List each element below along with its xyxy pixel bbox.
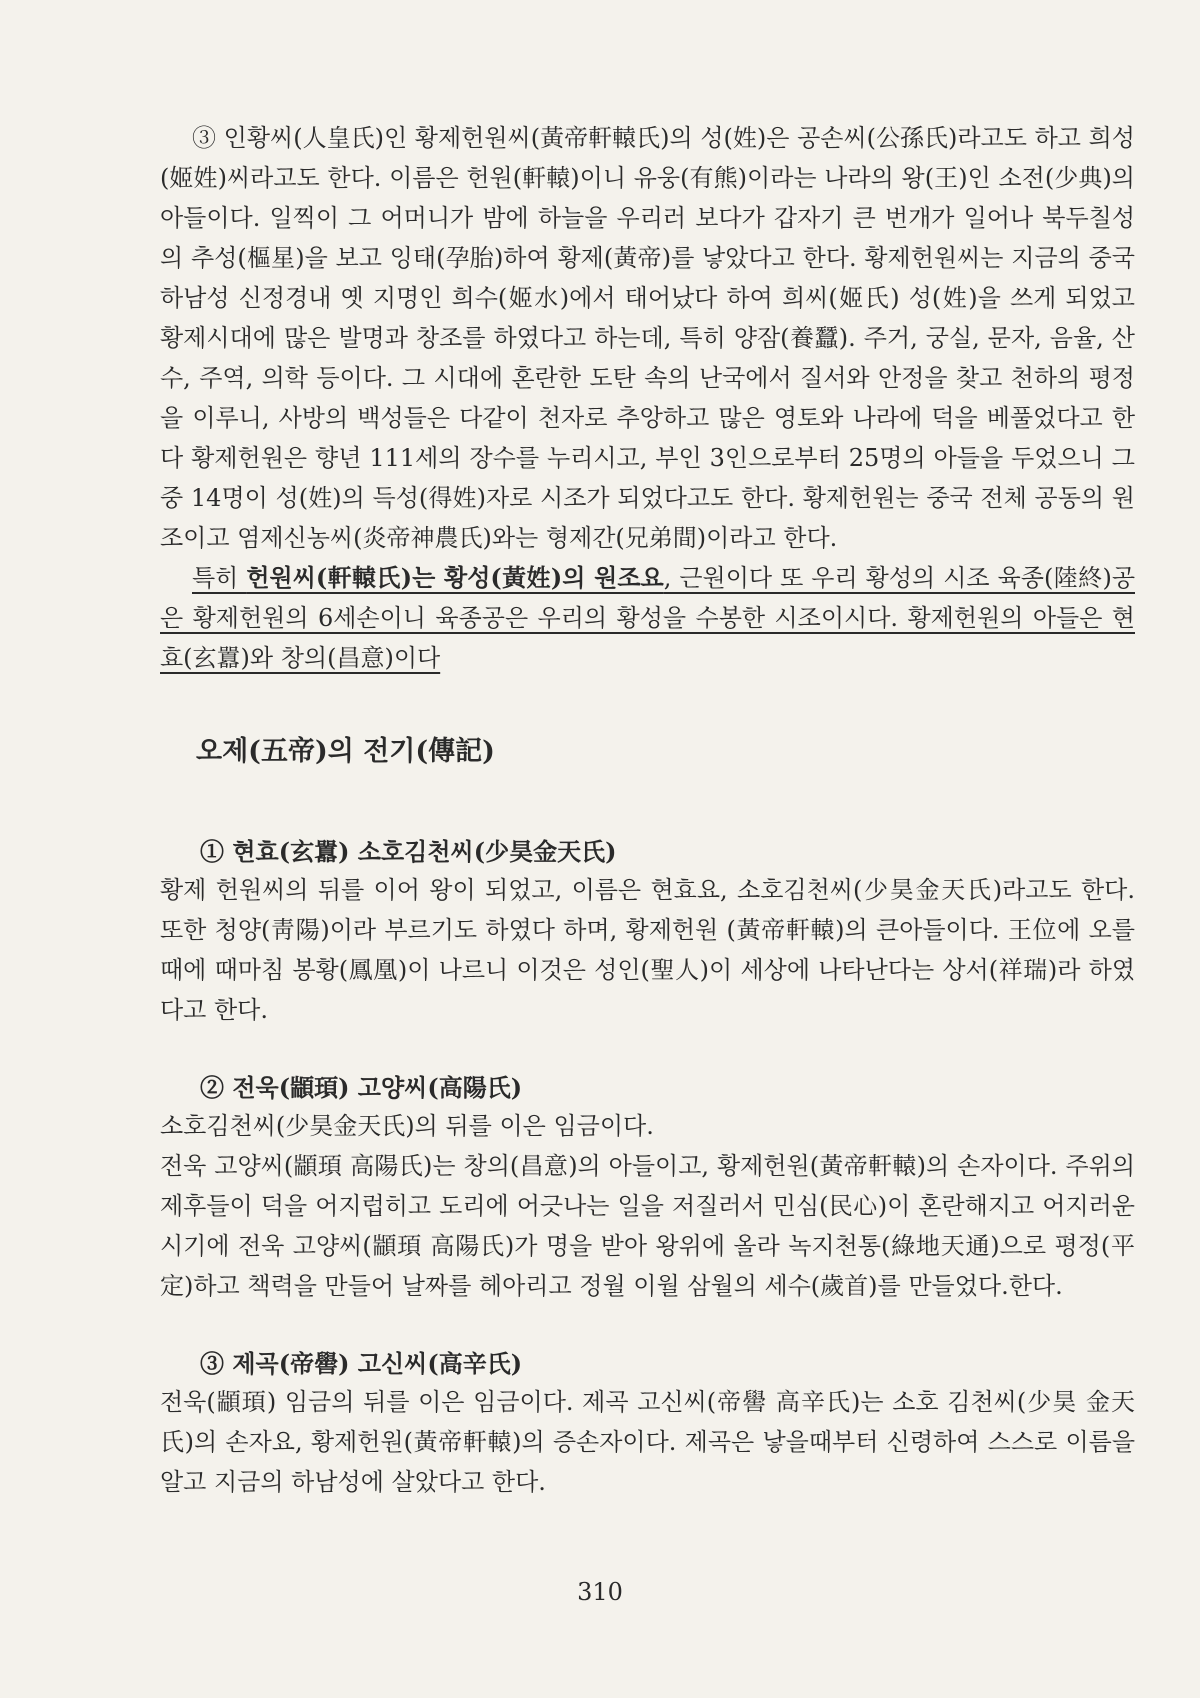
section-title: 오제(五帝)의 전기(傳記): [196, 736, 495, 767]
page-content: [160, 118, 1135, 1502]
entry-3: [160, 1346, 1135, 1502]
entry-3-heading: ③ 제곡(帝嚳) 고신씨(高辛氏): [200, 1349, 523, 1378]
underlined-lead: 특히: [192, 564, 247, 592]
page-number: 310: [577, 1578, 623, 1606]
intro-paragraph: ③ 인황씨(人皇氏)인 황제헌원씨(黃帝軒轅氏)의 성(姓)은 공손씨(公孫氏)라고도 하고 희성(姬姓)씨라고도 한다. 이름은 헌원(軒轅)이니 유웅(有熊)이라는 나라의 왕(王)인 소전(少典)의 아들이다. 일찍이 그 어머니가 밤에 하늘을 우리러 보다가 갑자기 큰 번개가 일어나 북두칠성의 추성(樞星)을 보고 잉태(孕胎)하여 황제(黃帝)를 낳았다고 한다. 황제헌원씨는 지금의 중국 하남성 신정경내 옛 지명인 희수(姬水)에서 태어났다 하여 희씨(姬氏) 성(姓)을 쓰게 되었고 황제시대에 많은 발명과 창조를 하였다고 하는데, 특히 양잠(養蠶). 주거, 궁실, 문자, 음율, 산수, 주역, 의학 등이다. 그 시대에 혼란한 도탄 속의 난국에서 질서와 안정을 찾고 천하의 평정을 이루니, 사방의 백성들은 다같이 천자로 추앙하고 많은 영토와 나라에 덕을 베풀었다고 한다 황제헌원은 향년 111세의 장수를 누리시고, 부인 3인으로부터 25명의 아들을 두었으니 그 중 14명이 성(姓)의 득성(得姓)자로 시조가 되었다고도 한다. 황제헌원는 중국 전체 공동의 원조이고 염제신농씨(炎帝神農氏)와는 형제간(兄弟間)이라고 한다.: [160, 124, 1135, 552]
entry-1-heading: ① 현효(玄囂) 소호김천씨(少昊金天氏): [200, 837, 617, 866]
entry-3-body: 전욱(顓頊) 임금의 뒤를 이은 임금이다. 제곡 고신씨(帝嚳 高辛氏)는 소호 김천씨(少昊 金天氏)의 손자요, 황제헌원(黃帝軒轅)의 증손자이다. 제곡은 낳을때부터 신령하여 스스로 이름을 알고 지금의 하남성에 살았다고 한다.: [160, 1388, 1135, 1496]
entry-2-body: 소호김천씨(少昊金天氏)의 뒤를 이은 임금이다.: [160, 1112, 654, 1140]
underlined-paragraph: [160, 558, 1135, 678]
underlined-rest: , 근원이다 또 우리 황성의 시조 육종(陸終)공은 황제헌원의 6세손이니 육종공은 우리의 황성을 수봉한 시조이시다. 황제헌원의 아들은 현효(玄囂)와 창의(昌意)이다: [160, 564, 1135, 672]
entry-1: [160, 834, 1135, 1030]
entry-2-body2: 전욱 고양씨(顓頊 高陽氏)는 창의(昌意)의 아들이고, 황제헌원(黃帝軒轅)의 손자이다. 주위의 제후들이 덕을 어지럽히고 도리에 어긋나는 일을 저질러서 민심(民心)이 혼란해지고 어지러운 시기에 전욱 고양씨(顓頊 高陽氏)가 명을 받아 왕위에 올라 녹지천통(綠地天通)으로 평정(平定)하고 책력을 만들어 날짜를 헤아리고 정월 이월 삼월의 세수(歲首)를 만들었다.한다.: [160, 1152, 1135, 1300]
entry-1-body: 황제 헌원씨의 뒤를 이어 왕이 되었고, 이름은 현효요, 소호김천씨(少昊金天氏)라고도 한다. 또한 청양(靑陽)이라 부르기도 하였다 하며, 황제헌원 (黃帝軒轅)의 큰아들이다. 王位에 오를때에 때마침 봉황(鳳凰)이 나르니 이것은 성인(聖人)이 세상에 나타난다는 상서(祥瑞)라 하였다고 한다.: [160, 876, 1135, 1024]
entry-2-heading: ② 전욱(顓頊) 고양씨(高陽氏): [200, 1073, 523, 1102]
underlined-bold: 헌원씨(軒轅氏)는 황성(黃姓)의 원조요: [246, 563, 664, 592]
entry-2: [160, 1070, 1135, 1306]
